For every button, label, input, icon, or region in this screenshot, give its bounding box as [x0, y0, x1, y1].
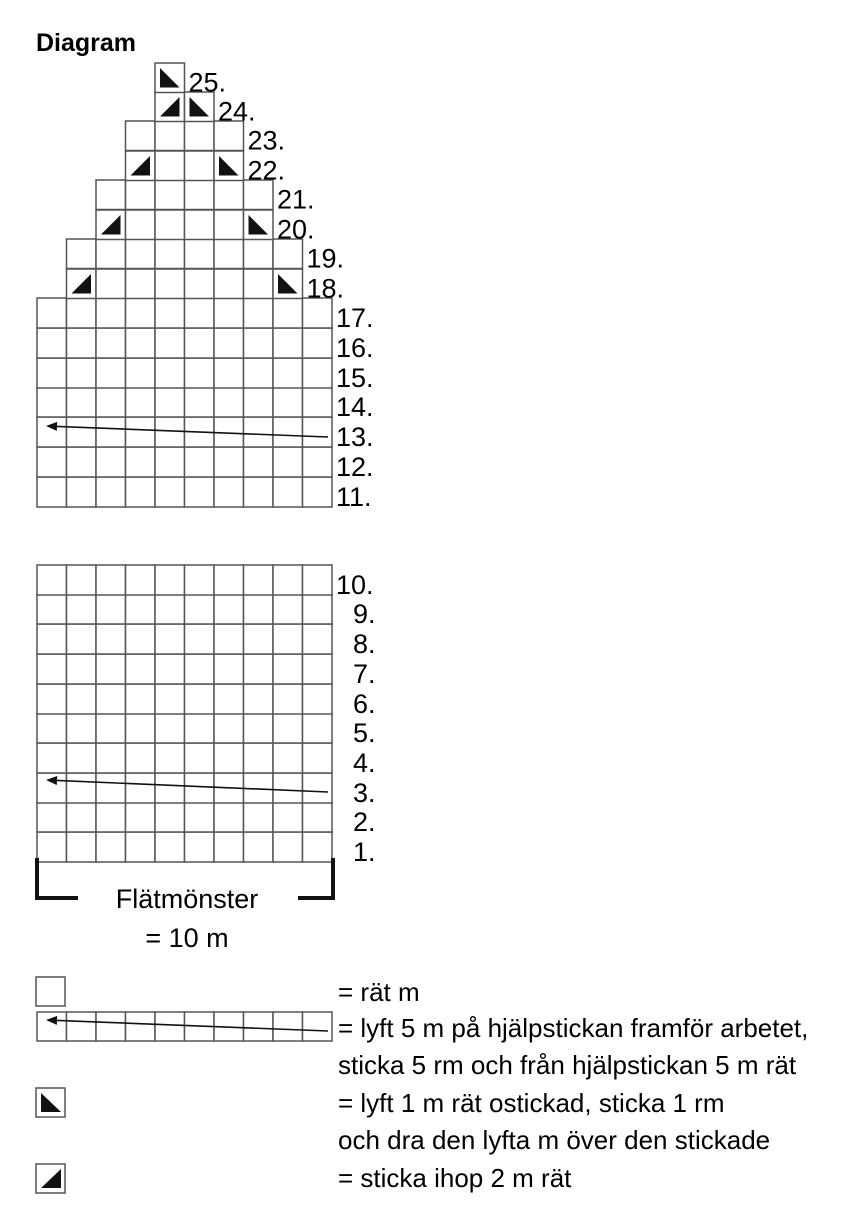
legend-cable-text-2: sticka 5 rm och från hjälpstickan 5 m rät: [338, 1050, 797, 1080]
chart-cell: [273, 298, 303, 328]
chart-cell: [96, 684, 126, 714]
chart-cell: [273, 358, 303, 388]
chart-cell: [126, 713, 156, 743]
chart-cell: [67, 832, 97, 862]
chart-cell: [185, 387, 215, 417]
chart-cell: [67, 387, 97, 417]
chart-cell: [155, 121, 185, 151]
chart-cell: [185, 358, 215, 388]
chart-cell: [96, 713, 126, 743]
chart-cell: [67, 565, 97, 595]
chart-cell: [67, 477, 97, 507]
chart-cell: [37, 654, 67, 684]
chart-cell: [67, 328, 97, 358]
row-number: 2.: [353, 807, 376, 837]
chart-cell: [155, 713, 185, 743]
chart-cell: [303, 565, 333, 595]
legend-knit-square: [36, 977, 65, 1006]
chart-cell: [155, 832, 185, 862]
chart-cell: [244, 713, 274, 743]
chart-cell: [155, 298, 185, 328]
chart-cell: [185, 773, 215, 803]
chart-cell: [185, 565, 215, 595]
chart-cell: [303, 684, 333, 714]
chart-cell: [185, 624, 215, 654]
chart-cell: [37, 594, 67, 624]
chart-cell: [67, 624, 97, 654]
chart-cell: [273, 328, 303, 358]
chart-cell: [37, 328, 67, 358]
chart-cell: [303, 743, 333, 773]
chart-cell: [96, 447, 126, 477]
row-number: 13.: [336, 422, 374, 452]
chart-cell: [37, 773, 67, 803]
chart-cell: [303, 624, 333, 654]
row-number: 4.: [353, 748, 376, 778]
legend-cable-cell: [155, 1012, 185, 1041]
chart-cell: [244, 654, 274, 684]
chart-cell: [155, 594, 185, 624]
chart-cell: [244, 565, 274, 595]
chart-cell: [37, 477, 67, 507]
row-number: 23.: [247, 125, 286, 156]
chart-cell: [67, 713, 97, 743]
chart-cell: [96, 417, 126, 447]
chart-cell: [214, 477, 244, 507]
chart-cell: [185, 743, 215, 773]
chart-cell: [244, 743, 274, 773]
chart-cell: [214, 565, 244, 595]
chart-cell: [185, 713, 215, 743]
chart-cell: [303, 832, 333, 862]
diagram-title: Diagram: [36, 29, 137, 57]
chart-cell: [214, 328, 244, 358]
legend-cable-cell: [126, 1012, 156, 1041]
chart-cell: [126, 773, 156, 803]
chart-cell: [303, 328, 333, 358]
row-number: 6.: [353, 689, 376, 719]
chart-cell: [67, 594, 97, 624]
row-number: 25.: [188, 67, 227, 98]
chart-cell: [273, 713, 303, 743]
chart-cell: [155, 328, 185, 358]
row-number: 17.: [336, 303, 374, 333]
chart-cell: [185, 328, 215, 358]
chart-cell: [126, 417, 156, 447]
chart-cell: [67, 358, 97, 388]
chart-cell: [96, 239, 126, 269]
chart-cell: [244, 594, 274, 624]
chart-cell: [185, 654, 215, 684]
pattern-name: Flätmönster: [115, 884, 259, 914]
chart-cell: [185, 239, 215, 269]
chart-cell: [67, 743, 97, 773]
legend-cable-cell: [303, 1012, 333, 1041]
chart-cell: [303, 417, 333, 447]
chart-cell: [303, 387, 333, 417]
row-number: 8.: [353, 629, 376, 659]
legend-skp-text-1: = lyft 1 m rät ostickad, sticka 1 rm: [338, 1088, 725, 1118]
row-number: 7.: [353, 659, 376, 689]
chart-cell: [185, 802, 215, 832]
chart-cell: [244, 624, 274, 654]
chart-cell: [67, 802, 97, 832]
row-number: 24.: [218, 96, 256, 127]
chart-cell: [155, 210, 185, 240]
chart-cell: [185, 594, 215, 624]
chart-cell: [214, 210, 244, 240]
chart-cell: [37, 565, 67, 595]
chart-cell: [185, 477, 215, 507]
legend-cable-cell: [37, 1012, 67, 1041]
legend-cable-cell: [244, 1012, 274, 1041]
chart-cell: [244, 832, 274, 862]
chart-cell: [244, 477, 274, 507]
chart-cell: [214, 447, 244, 477]
chart-cell: [96, 832, 126, 862]
chart-cell: [155, 802, 185, 832]
row-number: 15.: [336, 363, 374, 393]
chart-cell: [244, 269, 274, 299]
chart-cell: [155, 684, 185, 714]
chart-cell: [126, 447, 156, 477]
chart-cell: [126, 358, 156, 388]
row-number: 19.: [306, 243, 345, 274]
chart-cell: [67, 239, 97, 269]
chart-cell: [214, 624, 244, 654]
legend-cable-cell: [96, 1012, 126, 1041]
chart-cell: [37, 358, 67, 388]
chart-cell: [273, 654, 303, 684]
row-number: 12.: [336, 452, 374, 482]
chart-cell: [37, 447, 67, 477]
chart-cell: [185, 832, 215, 862]
chart-cell: [37, 802, 67, 832]
chart-cell: [67, 773, 97, 803]
chart-cell: [273, 387, 303, 417]
chart-cell: [37, 624, 67, 654]
chart-cell: [155, 743, 185, 773]
chart-cell: [96, 624, 126, 654]
chart-cell: [67, 654, 97, 684]
chart-cell: [96, 594, 126, 624]
row-number: 3.: [353, 778, 376, 808]
chart-cell: [96, 387, 126, 417]
chart-cell: [273, 832, 303, 862]
legend-cable-cell: [273, 1012, 303, 1041]
chart-cell: [214, 358, 244, 388]
chart-cell: [155, 624, 185, 654]
chart-cell: [155, 447, 185, 477]
chart-cell: [37, 684, 67, 714]
chart-cell: [37, 417, 67, 447]
chart-cell: [126, 210, 156, 240]
chart-cell: [96, 773, 126, 803]
legend-k2tog-text: = sticka ihop 2 m rät: [338, 1163, 572, 1193]
chart-cell: [214, 684, 244, 714]
chart-cell: [244, 417, 274, 447]
row-number: 9.: [353, 599, 376, 629]
chart-cell: [214, 298, 244, 328]
chart-cell: [126, 802, 156, 832]
chart-cell: [126, 239, 156, 269]
chart-cell: [126, 298, 156, 328]
chart-cell: [273, 565, 303, 595]
row-number: 1.: [353, 837, 376, 867]
row-number: 11.: [336, 482, 372, 512]
chart-cell: [37, 832, 67, 862]
chart-cell: [214, 832, 244, 862]
chart-cell: [96, 328, 126, 358]
row-number: 14.: [336, 392, 374, 422]
chart-cell: [273, 624, 303, 654]
chart-cell: [96, 298, 126, 328]
legend-cable-text-1: = lyft 5 m på hjälpstickan framför arbetet,: [338, 1013, 809, 1043]
chart-cell: [273, 684, 303, 714]
chart-cell: [126, 594, 156, 624]
chart-cell: [303, 477, 333, 507]
chart-cell: [303, 713, 333, 743]
chart-cell: [155, 387, 185, 417]
chart-cell: [244, 298, 274, 328]
chart-cell: [155, 565, 185, 595]
row-number: 21.: [277, 184, 315, 215]
chart-cell: [303, 773, 333, 803]
row-number: 10.: [336, 570, 374, 600]
chart-cell: [155, 239, 185, 269]
chart-cell: [303, 594, 333, 624]
chart-cell: [185, 151, 215, 181]
chart-cell: [244, 684, 274, 714]
chart-cell: [155, 654, 185, 684]
chart-cell: [67, 417, 97, 447]
chart-cell: [273, 802, 303, 832]
chart-cell: [214, 594, 244, 624]
chart-cell: [126, 328, 156, 358]
chart-cell: [126, 121, 156, 151]
chart-cell: [214, 239, 244, 269]
chart-cell: [96, 477, 126, 507]
chart-grid: [37, 63, 332, 862]
legend-cable-symbol: [37, 1012, 332, 1041]
chart-cell: [37, 387, 67, 417]
chart-cell: [273, 447, 303, 477]
chart-cell: [244, 802, 274, 832]
chart-cell: [96, 654, 126, 684]
chart-cell: [244, 328, 274, 358]
chart-cell: [126, 832, 156, 862]
chart-cell: [244, 387, 274, 417]
chart-cell: [303, 447, 333, 477]
chart-cell: [185, 684, 215, 714]
chart-cell: [155, 773, 185, 803]
chart-cell: [96, 358, 126, 388]
legend-skp-text-2: och dra den lyfta m över den stickade: [338, 1125, 771, 1155]
chart-cell: [214, 269, 244, 299]
chart-cell: [126, 743, 156, 773]
chart-cell: [155, 180, 185, 210]
chart-cell: [273, 773, 303, 803]
chart-cell: [67, 684, 97, 714]
chart-cell: [96, 180, 126, 210]
chart-cell: [214, 743, 244, 773]
row-number: 20.: [277, 214, 315, 245]
chart-cell: [67, 298, 97, 328]
chart-cell: [96, 269, 126, 299]
chart-cell: [303, 358, 333, 388]
legend: [36, 977, 808, 1193]
chart-cell: [155, 477, 185, 507]
chart-cell: [214, 387, 244, 417]
chart-cell: [214, 180, 244, 210]
chart-cell: [244, 239, 274, 269]
chart-cell: [126, 180, 156, 210]
chart-cell: [67, 447, 97, 477]
chart-cell: [185, 121, 215, 151]
chart-cell: [273, 477, 303, 507]
chart-cell: [96, 802, 126, 832]
chart-cell: [185, 298, 215, 328]
chart-cell: [37, 298, 67, 328]
chart-cell: [214, 802, 244, 832]
chart-cell: [96, 743, 126, 773]
chart-cell: [126, 654, 156, 684]
chart-cell: [96, 565, 126, 595]
row-number: 16.: [336, 333, 374, 363]
chart-cell: [214, 654, 244, 684]
chart-cell: [273, 594, 303, 624]
row-number: 18.: [306, 273, 345, 304]
pattern-width: = 10 m: [145, 923, 229, 953]
row-number: 22.: [247, 155, 286, 186]
chart-cell: [303, 802, 333, 832]
row-number: 5.: [353, 718, 376, 748]
chart-cell: [155, 269, 185, 299]
chart-cell: [37, 713, 67, 743]
legend-cable-cell: [67, 1012, 97, 1041]
chart-cell: [273, 743, 303, 773]
chart-cell: [126, 387, 156, 417]
chart-cell: [185, 447, 215, 477]
chart-cell: [185, 180, 215, 210]
chart-cell: [126, 565, 156, 595]
legend-knit-text: = rät m: [338, 977, 420, 1007]
chart-cell: [303, 654, 333, 684]
chart-cell: [126, 269, 156, 299]
chart-cell: [155, 151, 185, 181]
chart-cell: [244, 447, 274, 477]
chart-cell: [126, 624, 156, 654]
chart-cell: [214, 713, 244, 743]
chart-cell: [155, 358, 185, 388]
chart-cell: [273, 417, 303, 447]
chart-cell: [126, 684, 156, 714]
chart-cell: [244, 358, 274, 388]
chart-cell: [37, 743, 67, 773]
chart-cell: [185, 269, 215, 299]
chart-cell: [185, 210, 215, 240]
chart-cell: [126, 477, 156, 507]
